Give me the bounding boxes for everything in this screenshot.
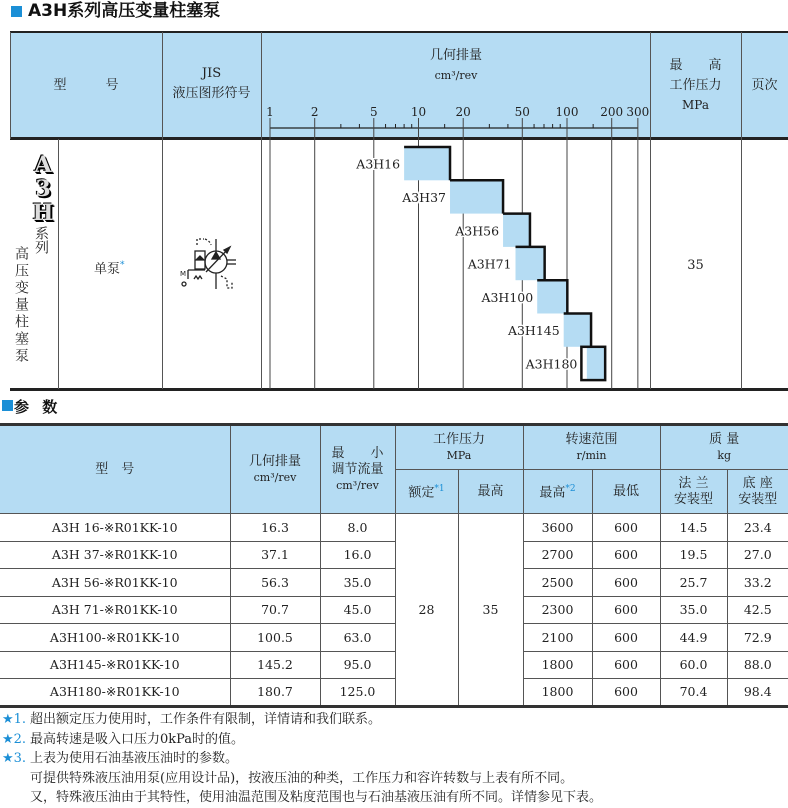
- tick-label: 200: [600, 105, 624, 119]
- col-min-speed: 最低: [592, 470, 660, 514]
- footnote: 可提供特殊液压油用泵(应用设计品)，按液压油的种类，工作压力和容许转数与上表有所不同。: [30, 770, 574, 786]
- bar-label: A3H145: [507, 323, 560, 339]
- col-foot-mass: 底 座 安装型: [727, 470, 788, 514]
- table-cell: 63.0: [320, 624, 395, 652]
- bar-A3H16: [404, 147, 450, 180]
- table-cell: 14.5: [660, 514, 727, 542]
- tick-label: 5: [369, 105, 378, 119]
- table-row: [0, 541, 788, 569]
- bar-label: A3H180: [525, 356, 578, 372]
- max-pressure-value: 35: [687, 258, 704, 273]
- footnote: 又，特殊液压油由于其特性，使用油温范围及粘度范围也与石油基液压油有所不同。详情参见下表。: [30, 790, 603, 805]
- header-max-pressure-unit: MPa: [682, 98, 709, 112]
- header-max-pressure: 最 高: [669, 58, 722, 73]
- table-cell: 25.7: [660, 569, 727, 597]
- section-marker: [11, 6, 22, 17]
- series-label: 系列: [33, 226, 49, 254]
- bar-A3H37: [450, 180, 503, 213]
- series-name: 高压变量柱塞泵: [13, 246, 29, 365]
- col-speed: 转速范围 r/min: [523, 425, 660, 470]
- col-rated-pressure: 额定$^{*1}$: [395, 470, 458, 514]
- table-cell: 2100: [523, 624, 592, 652]
- table-cell: A3H 16-※R01KK-10: [0, 514, 230, 542]
- bar-label: A3H100: [481, 289, 534, 305]
- table-cell: 1800: [523, 679, 592, 707]
- table-cell: A3H145-※R01KK-10: [0, 651, 230, 679]
- table-cell: 95.0: [320, 651, 395, 679]
- col-mass: 质 量 kg: [660, 425, 788, 470]
- table-cell: 56.3: [230, 569, 320, 597]
- header-displacement: 几何排量: [429, 48, 482, 63]
- tick-label: 100: [555, 105, 579, 119]
- col-displacement: 几何排量 cm³/rev: [230, 425, 320, 514]
- hydraulic-symbol-icon: [176, 235, 241, 290]
- bar-label: A3H16: [356, 156, 401, 172]
- table-cell: 2700: [523, 541, 592, 569]
- table-cell: 28: [395, 514, 458, 707]
- section-title: A3H系列高压变量柱塞泵: [28, 1, 221, 21]
- bar-A3H180: [587, 347, 605, 380]
- table-cell: 600: [592, 569, 660, 597]
- table-cell: 600: [592, 651, 660, 679]
- table-cell: 16.3: [230, 514, 320, 542]
- table-cell: 600: [592, 541, 660, 569]
- footnote: ★3. 上表为使用石油基液压油时的参数。: [2, 751, 239, 766]
- svg-text:M: M: [180, 270, 187, 278]
- table-row: [0, 651, 788, 679]
- table-cell: 23.4: [727, 514, 788, 542]
- header-jis-symbol: 液压图形符号: [172, 86, 251, 101]
- table-cell: 8.0: [320, 514, 395, 542]
- header-max-pressure-2: 工作压力: [669, 78, 722, 93]
- section-title-params: 参 数: [14, 398, 62, 416]
- table-cell: 180.7: [230, 679, 320, 707]
- table-cell: 600: [592, 679, 660, 707]
- header-page: 页次: [751, 78, 778, 93]
- table-cell: 88.0: [727, 651, 788, 679]
- tick-label: 10: [410, 105, 427, 119]
- table-cell: 1800: [523, 651, 592, 679]
- bar-label: A3H37: [402, 189, 447, 205]
- bar-A3H56: [503, 214, 530, 247]
- col-pressure: 工作压力 MPa: [395, 425, 523, 470]
- table-cell: A3H 37-※R01KK-10: [0, 541, 230, 569]
- table-cell: 44.9: [660, 624, 727, 652]
- table-row: [0, 679, 788, 707]
- table-cell: 35.0: [660, 596, 727, 624]
- params-table: [0, 423, 788, 708]
- tick-label: 50: [514, 105, 530, 119]
- table-cell: 45.0: [320, 596, 395, 624]
- table-cell: 19.5: [660, 541, 727, 569]
- table-cell: 35.0: [320, 569, 395, 597]
- table-cell: 33.2: [727, 569, 788, 597]
- table-cell: 98.4: [727, 679, 788, 707]
- table-cell: 600: [592, 624, 660, 652]
- footnote: ★1. 超出额定压力使用时，工作条件有限制，详情请和我们联系。: [2, 712, 382, 727]
- table-cell: 125.0: [320, 679, 395, 707]
- tick-label: 1: [266, 105, 274, 119]
- col-max-speed: 最高$^{*2}$: [523, 470, 592, 514]
- table-row: [0, 596, 788, 624]
- tick-label: 300: [626, 105, 650, 119]
- table-cell: 70.4: [660, 679, 727, 707]
- table-row: [0, 514, 788, 542]
- table-row: [0, 569, 788, 597]
- col-max-pressure: 最高: [458, 470, 523, 514]
- col-model: 型 号: [0, 425, 230, 514]
- series-logo: A 3 H: [32, 152, 54, 226]
- footnote: ★2. 最高转速是吸入口压力0kPa时的值。: [2, 731, 245, 747]
- col-min-flow: 最 小 调节流量 cm³/rev: [320, 425, 395, 514]
- table-cell: 600: [592, 596, 660, 624]
- displacement-range-chart: [262, 32, 650, 389]
- table-cell: A3H180-※R01KK-10: [0, 679, 230, 707]
- bar-label: A3H56: [455, 223, 500, 239]
- header-model: 型 号: [53, 78, 119, 93]
- table-cell: A3H100-※R01KK-10: [0, 624, 230, 652]
- table-cell: 72.9: [727, 624, 788, 652]
- table-cell: 2300: [523, 596, 592, 624]
- table-cell: 60.0: [660, 651, 727, 679]
- tick-label: 2: [310, 105, 319, 119]
- tick-label: 20: [455, 105, 471, 119]
- table-cell: 600: [592, 514, 660, 542]
- section-marker: [2, 400, 13, 411]
- table-cell: 2500: [523, 569, 592, 597]
- bar-A3H100: [537, 280, 567, 313]
- table-cell: A3H 71-※R01KK-10: [0, 596, 230, 624]
- bar-A3H71: [516, 247, 545, 280]
- col-flange-mass: 法 兰 安装型: [660, 470, 727, 514]
- table-cell: 145.2: [230, 651, 320, 679]
- header-displacement-unit: cm³/rev: [434, 69, 478, 82]
- pump-type: 单泵*: [94, 260, 125, 277]
- table-cell: 42.5: [727, 596, 788, 624]
- table-cell: 100.5: [230, 624, 320, 652]
- table-cell: 16.0: [320, 541, 395, 569]
- table-cell: 35: [458, 514, 523, 707]
- bar-label: A3H71: [467, 256, 512, 272]
- table-cell: 37.1: [230, 541, 320, 569]
- table-cell: 27.0: [727, 541, 788, 569]
- footnotes: [2, 710, 602, 808]
- table-cell: A3H 56-※R01KK-10: [0, 569, 230, 597]
- table-cell: 70.7: [230, 596, 320, 624]
- table-row: [0, 624, 788, 652]
- header-jis: JIS: [201, 66, 222, 81]
- bar-A3H145: [564, 314, 591, 347]
- table-cell: 3600: [523, 514, 592, 542]
